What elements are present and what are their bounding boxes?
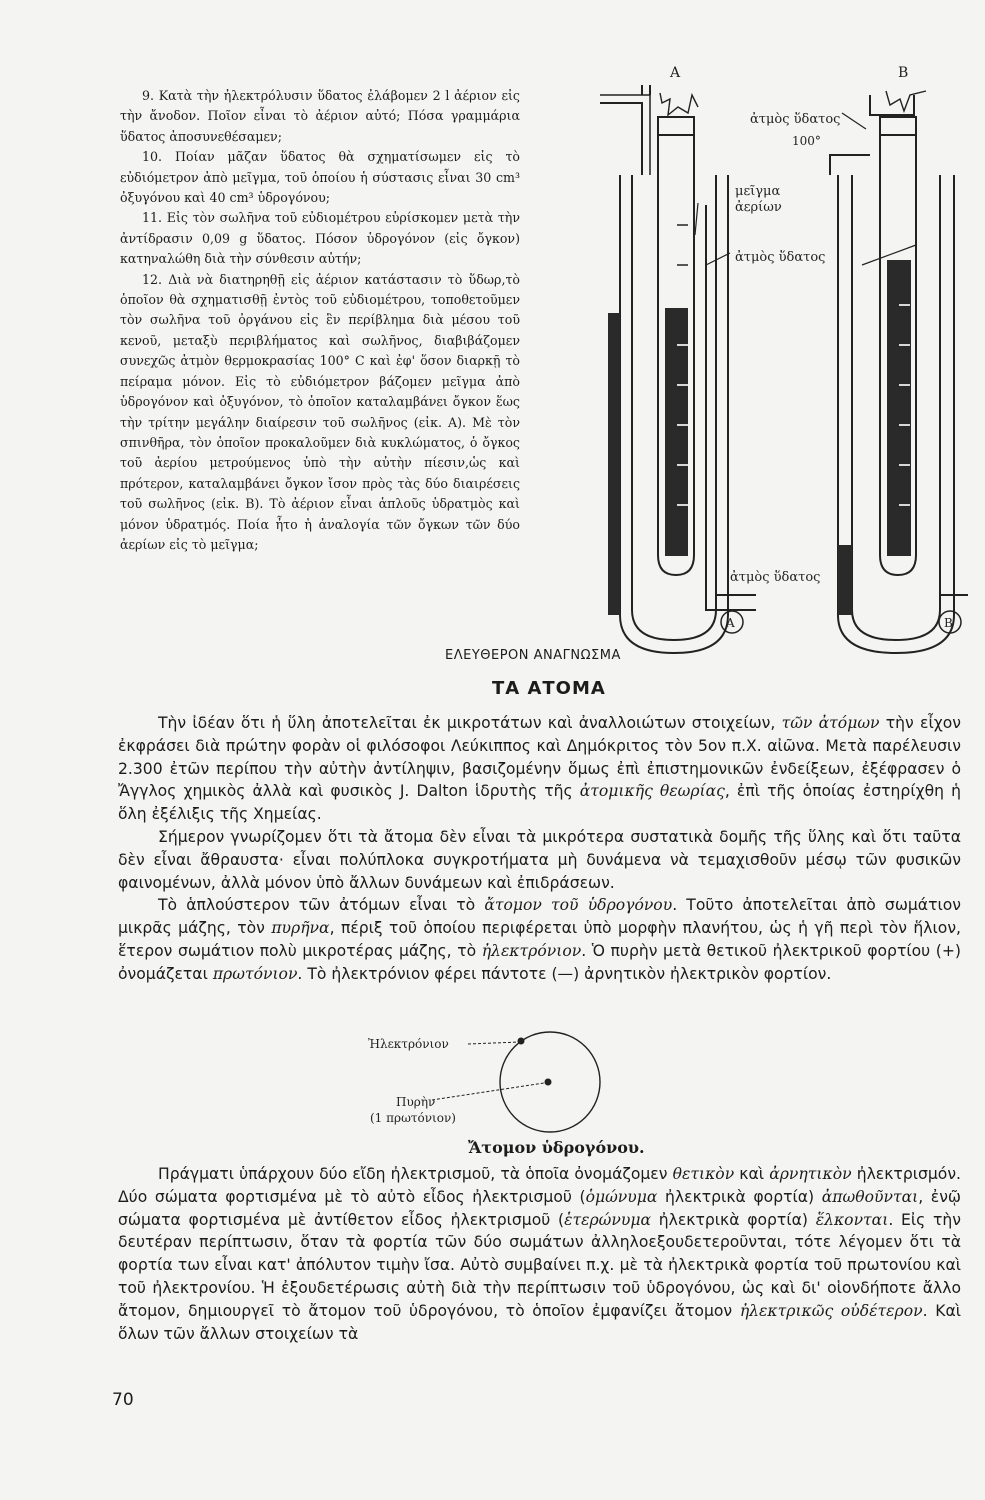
body-text-top [118, 712, 961, 986]
mixture-label-line2: ἀερίων [735, 200, 782, 215]
section-title: ΤΑ ΑΤΟΜΑ [492, 678, 606, 699]
nucleus-dot [545, 1079, 552, 1086]
liquid-b-left [838, 545, 852, 615]
electron-dot [518, 1038, 525, 1045]
nucleus-label: Πυρὴν [396, 1095, 436, 1109]
label-b: Β [898, 65, 909, 81]
paragraph-3: Τὸ ἁπλούστερον τῶν ἀτόμων εἶναι τὸ ἄτομον τοῦ ὑδρογόνου. Τοῦτο ἀποτελεῖται ἀπὸ σωμάτιον μικρᾶς μάζης, τὸν πυρῆνα, πέριξ τοῦ ὁποίου περιφέρεται ὑπὸ μορφὴν πλανήτου, ὡς ἡ γῆ περὶ τὸν ἥλιον, ἕτερον σωμάτιον πολὺ μικροτέρας μάζης, τὸ ἠλεκτρόνιον. Ὁ πυρὴν μετὰ θετικοῦ ἠλεκτρικοῦ φορτίου (+) ὀνομάζεται πρωτόνιον. Τὸ ἠλεκτρόνιον φέρει πάντοτε (—) ἀρνητικὸν ἠλεκτρικὸν φορτίον. [118, 896, 961, 983]
paragraph-1: Τὴν ἰδέαν ὅτι ἡ ὕλη ἀποτελεῖται ἐκ μικροτάτων καὶ ἀναλλοιώτων στοιχείων, τῶν ἀτόμων τὴν εἶχον ἐκφράσει διὰ πρώτην φορὰν οἱ φιλόσοφοι Λεύκιππος καὶ Δημόκριτος τὸν 5ον π.Χ. αἰῶνα. Μετὰ παρέλευσιν 2.300 ἐτῶν περίπου τὴν αὐτὴν ἀντίληψιν, βασιζομένην ὅμως ἐπὶ ἐπιστημονικῶν ἐνδείξεων, ἐξέφρασεν ὁ Ἄγγλος χημικὸς ἀλλὰ καὶ φυσικὸς J. Dalton ἱδρυτὴς τῆς ἀτομικῆς θεωρίας, ἐπὶ τῆς ὁποίας ἐστηρίχθη ἡ ὅλη ἐξέλιξις τῆς Χημείας. [118, 714, 961, 824]
body-text-bottom [118, 1163, 961, 1345]
problem-9: 9. Κατὰ τὴν ἠλεκτρόλυσιν ὕδατος ἐλάβομεν 2 l ἀέριον εἰς τὴν ἄνοδον. Ποῖον εἶναι τὸ ἀέριον αὐτό; Πόσα γραμμάρια ὕδατος ἀποσυνεθέσαμεν; [120, 88, 520, 144]
page-number: 70 [112, 1390, 134, 1410]
free-reading-label: ΕΛΕΥΘΕΡΟΝ ΑΝΑΓΝΩΣΜΑ [445, 648, 621, 663]
atom-svg [300, 1030, 620, 1140]
liquid-a-left [608, 313, 620, 615]
circle-a-label: Α [726, 616, 735, 630]
proton-label: (1 πρωτόνιον) [370, 1111, 456, 1125]
problem-12: 12. Διὰ νὰ διατηρηθῇ εἰς ἀέριον κατάστασιν τὸ ὕδωρ,τὸ ὁποῖον θὰ σχηματισθῇ ἐντὸς τοῦ εὐδιομέτρου, τοποθετοῦμεν τὸν σωλῆνα τοῦ ὀργάνου εἰς ἓν περίβλημα διὰ μέσου τοῦ κενοῦ, μεταξὺ περιβλήματος καὶ σωλῆνος, διαβιβάζομεν συνεχῶς ἀτμὸν θερμοκρασίας 100° C καὶ ἐφ' ὅσον διαρκῇ τὸ πείραμα μόνον. Εἰς τὸ εὐδιόμετρον βάζομεν μεῖγμα ἀπὸ ὑδρογόνον καὶ ὀξυγόνον, τὸ ὁποῖον καταλαμβάνει ὄγκον ἕως τὴν τρίτην μεγάλην διαίρεσιν τοῦ σωλῆνος (εἰκ. Α). Μὲ τὸν σπινθῆρα, τὸν ὁποῖον προκαλοῦμεν διὰ κυκλώματος, ὁ ὄγκος τοῦ ἀερίου μετρούμενος ὑπὸ τὴν αὐτὴν πίεσιν,ὡς καὶ πρότερον, καταλαμβάνει ὄγκον ἴσον πρὸς τὰς δύο διαιρέσεις τοῦ σωλῆνος (εἰκ. Β). Τὸ ἀέριον εἶναι ἁπλοῦς ὑδρατμὸς καὶ μόνον ὑδρατμός. Ποία ἦτο ἡ ἀναλογία τῶν ὄγκων τῶν δύο ἀερίων εἰς τὸ μεῖγμα; [120, 271, 520, 552]
figure-caption: Ἄτομον ὑδρογόνου. [468, 1138, 645, 1157]
steam-label-bottom: ἀτμὸς ὕδατος [730, 570, 821, 585]
circle-b-label: Β [944, 616, 953, 630]
label-a: Α [670, 65, 681, 81]
steam-label-top: ἀτμὸς ὕδατος [750, 112, 841, 127]
problem-10: 10. Ποίαν μᾶζαν ὕδατος θὰ σχηματίσωμεν εἰς τὸ εὐδιόμετρον ἀπὸ μεῖγμα, τοῦ ὁποίου ἡ σύστασις εἶναι 30 cm³ ὀξυγόνου καὶ 40 cm³ ὑδρογόνου; [120, 149, 520, 206]
scale-marks-a-top [677, 225, 688, 265]
paragraph-2: Σήμερον γνωρίζομεν ὅτι τὰ ἄτομα δὲν εἶναι τὰ μικρότερα συστατικὰ δομῆς τῆς ὕλης καὶ ὅτι ταῦτα δὲν εἶναι ἄθραυστα· εἶναι πολύπλοκα συγκροτήματα μὴ δυνάμενα νὰ τεμαχισθοῦν μέσῳ τῶν φυσικῶν φαινομένων, ἀλλὰ μόνον ὑπὸ ἄλλων δυνάμεων καὶ ἐπιδράσεων. [118, 827, 961, 892]
eudiometer-svg [570, 55, 970, 665]
paragraph-4: Πράγματι ὑπάρχουν δύο εἴδη ἠλεκτρισμοῦ, τὰ ὁποῖα ὀνομάζομεν θετικὸν καὶ ἀρνητικὸν ἠλεκτρισμόν. Δύο σώματα φορτισμένα μὲ τὸ αὐτὸ εἶδος ἠλεκτρισμοῦ (ὁμώνυμα ἠλεκτρικὰ φορτία) ἀπωθοῦνται, ἐνῷ σώματα φορτισμένα μὲ ἀντίθετον εἶδος ἠλεκτρισμοῦ (ἑτερώνυμα ἠλεκτρικὰ φορτία) ἕλκονται. Εἰς τὴν δευτέραν περίπτωσιν, ὅταν τὰ φορτία τῶν δύο σωμάτων ἀλληλοεξουδετεροῦνται, τότε λέγομεν ὅτι τὰ φορτία των εἶναι κατ' ἀπόλυτον τιμὴν ἴσα. Αὐτὸ συμβαίνει π.χ. μὲ τὰ ἠλεκτρικὰ φορτία τοῦ πρωτονίου καὶ τοῦ ἠλεκτρονίου. Ἡ ἐξουδετέρωσις αὐτὴ διὰ τὴν περίπτωσιν τοῦ ὑδρογόνου, ὡς καὶ δι' οἱονδήποτε ἄλλο ἄτομον, δημιουργεῖ τὸ ἄτομον τοῦ ὑδρογόνου, τὸ ὁποῖον ἐμφανίζει ἄτομον ἠλεκτρικῶς οὐδέτερον. Καὶ ὅλων τῶν ἄλλων στοιχείων τὰ [118, 1165, 962, 1343]
exercise-problems [120, 86, 520, 555]
electron-label: Ἠλεκτρόνιον [368, 1037, 449, 1051]
problem-11: 11. Εἰς τὸν σωλῆνα τοῦ εὐδιομέτρου εὑρίσκομεν μετὰ τὴν ἀντίδρασιν 0,09 g ὕδατος. Πόσον ὑδρογόνον (εἰς ὄγκον) κατηναλώθη διὰ τὴν σύνθεσιν αὐτήν; [120, 210, 520, 267]
eudiometer-diagram [570, 55, 970, 665]
mixture-label-line1: μεῖγμα [735, 184, 781, 199]
temperature-label: 100° [792, 134, 821, 148]
steam-label-middle: ἀτμὸς ὕδατος [735, 250, 826, 265]
